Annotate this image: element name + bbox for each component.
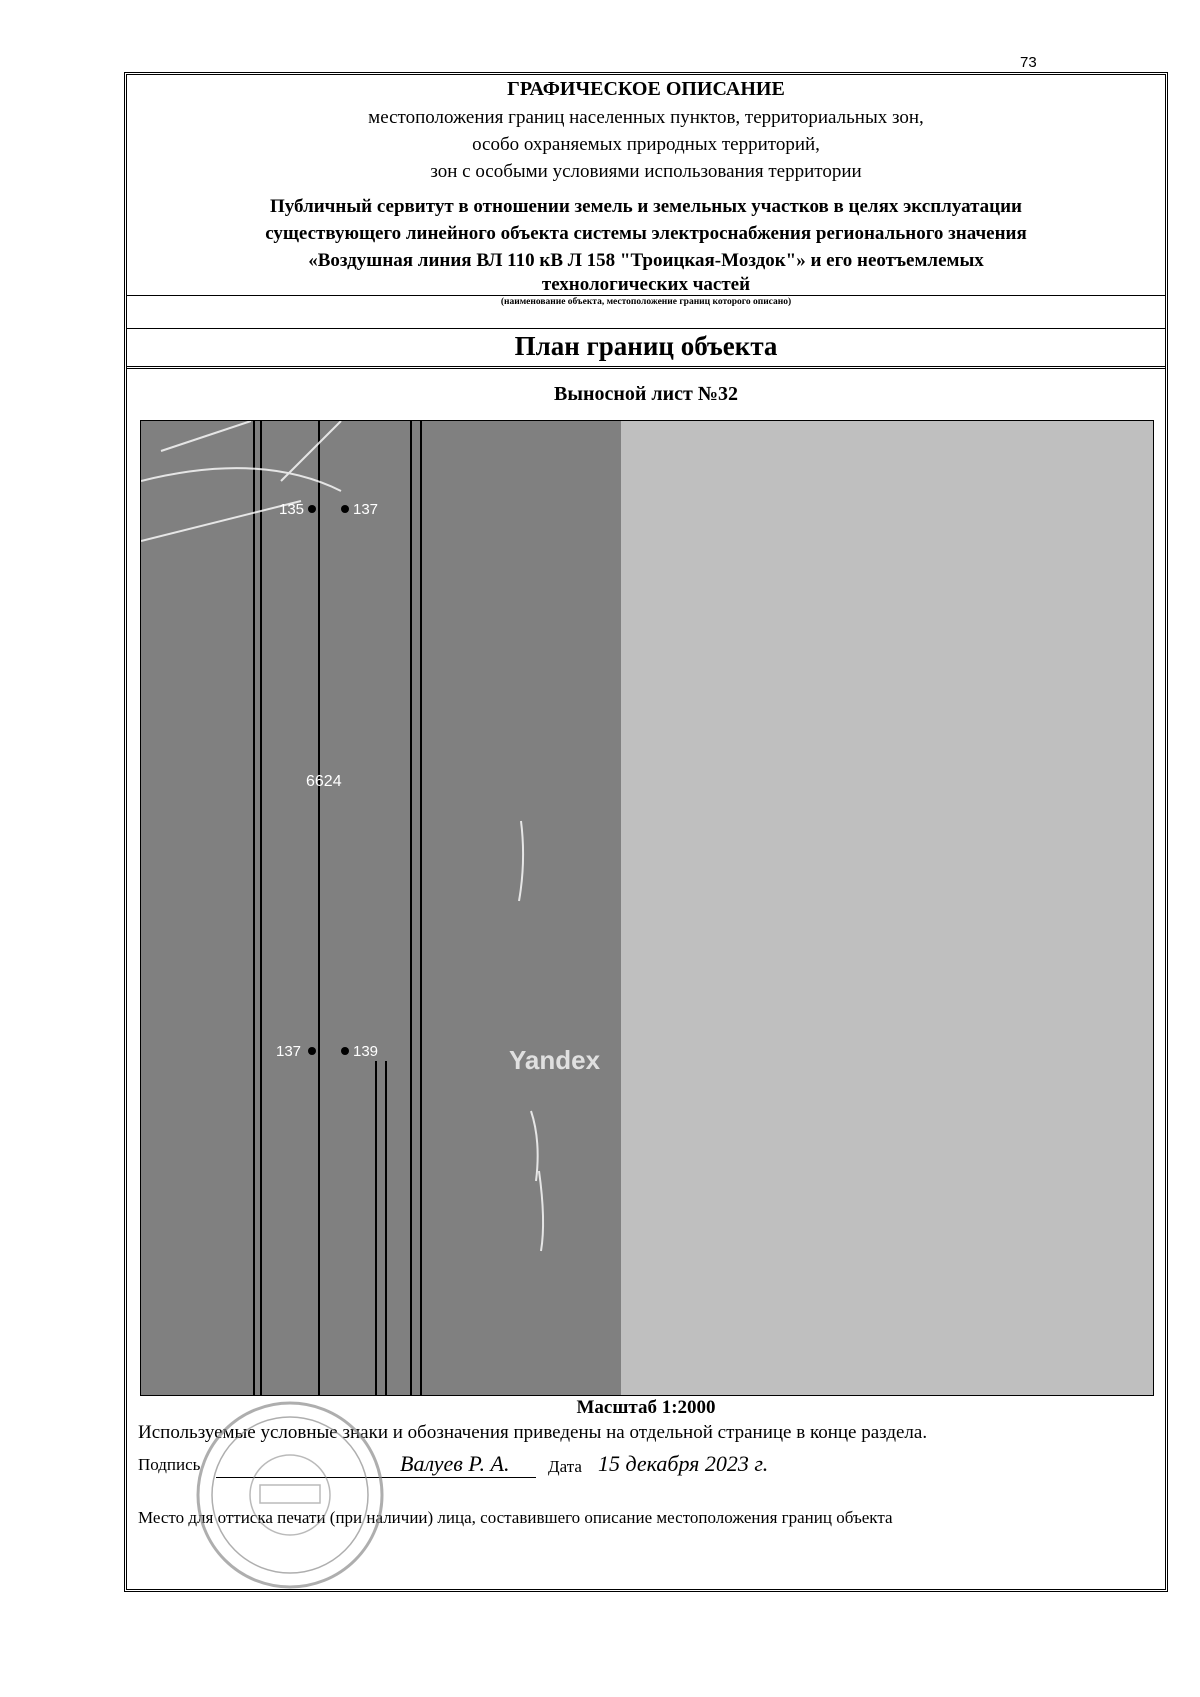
subtitle-line-3: зон с особыми условиями использования территории bbox=[430, 161, 862, 182]
point-label: 139 bbox=[353, 1043, 379, 1060]
map-scale: Масштаб 1:2000 bbox=[576, 1397, 716, 1418]
signer-name: Валуев Р. А. bbox=[400, 1451, 510, 1476]
point-label: 135 bbox=[279, 501, 305, 518]
subtitle-line-1: местоположения границ населенных пунктов, территориальных зон, bbox=[368, 107, 924, 128]
boundary-point bbox=[341, 505, 349, 513]
parcel-label: 6624 bbox=[306, 773, 342, 790]
map-image bbox=[141, 421, 1153, 1395]
point-label: 137 bbox=[276, 1043, 302, 1060]
divider bbox=[127, 366, 1165, 369]
page-number: 73 bbox=[1020, 54, 1037, 71]
yandex-watermark: Yandex bbox=[509, 1045, 601, 1075]
document-title: ГРАФИЧЕСКОЕ ОПИСАНИЕ bbox=[507, 78, 785, 100]
object-name-line-1: Публичный сервитут в отношении земель и земельных участков в целях эксплуатации bbox=[270, 196, 1022, 217]
boundary-point bbox=[341, 1047, 349, 1055]
seal-note: Место для оттиска печати (при наличии) лица, составившего описание местоположения границ объекта bbox=[138, 1508, 893, 1527]
date-label: Дата bbox=[548, 1457, 582, 1476]
divider bbox=[127, 295, 1165, 296]
object-caption: (наименование объекта, местоположение границ которого описано) bbox=[500, 297, 792, 307]
plan-title: План границ объекта bbox=[514, 331, 778, 361]
boundary-point bbox=[308, 1047, 316, 1055]
object-name-line-4: технологических частей bbox=[541, 274, 751, 295]
object-name-line-3: «Воздушная линия ВЛ 110 кВ Л 158 "Троицкая-Моздок"» и его неотъемлемых bbox=[308, 250, 984, 271]
subtitle-line-2: особо охраняемых природных территорий, bbox=[472, 134, 820, 155]
divider bbox=[127, 328, 1165, 329]
signature-label: Подпись bbox=[138, 1455, 201, 1474]
legend-note: Используемые условные знаки и обозначения приведены на отдельной странице в конце раздела. bbox=[138, 1422, 928, 1443]
map-area bbox=[140, 420, 1154, 1396]
map-imagery bbox=[141, 421, 621, 1395]
date-value: 15 декабря 2023 г. bbox=[598, 1451, 769, 1476]
boundary-point bbox=[308, 505, 316, 513]
seal-stamp bbox=[190, 1395, 390, 1595]
point-label: 137 bbox=[353, 501, 379, 518]
object-name-line-2: существующего линейного объекта системы электроснабжения регионального значения bbox=[265, 223, 1027, 244]
sheet-title: Выносной лист №32 bbox=[554, 383, 738, 405]
